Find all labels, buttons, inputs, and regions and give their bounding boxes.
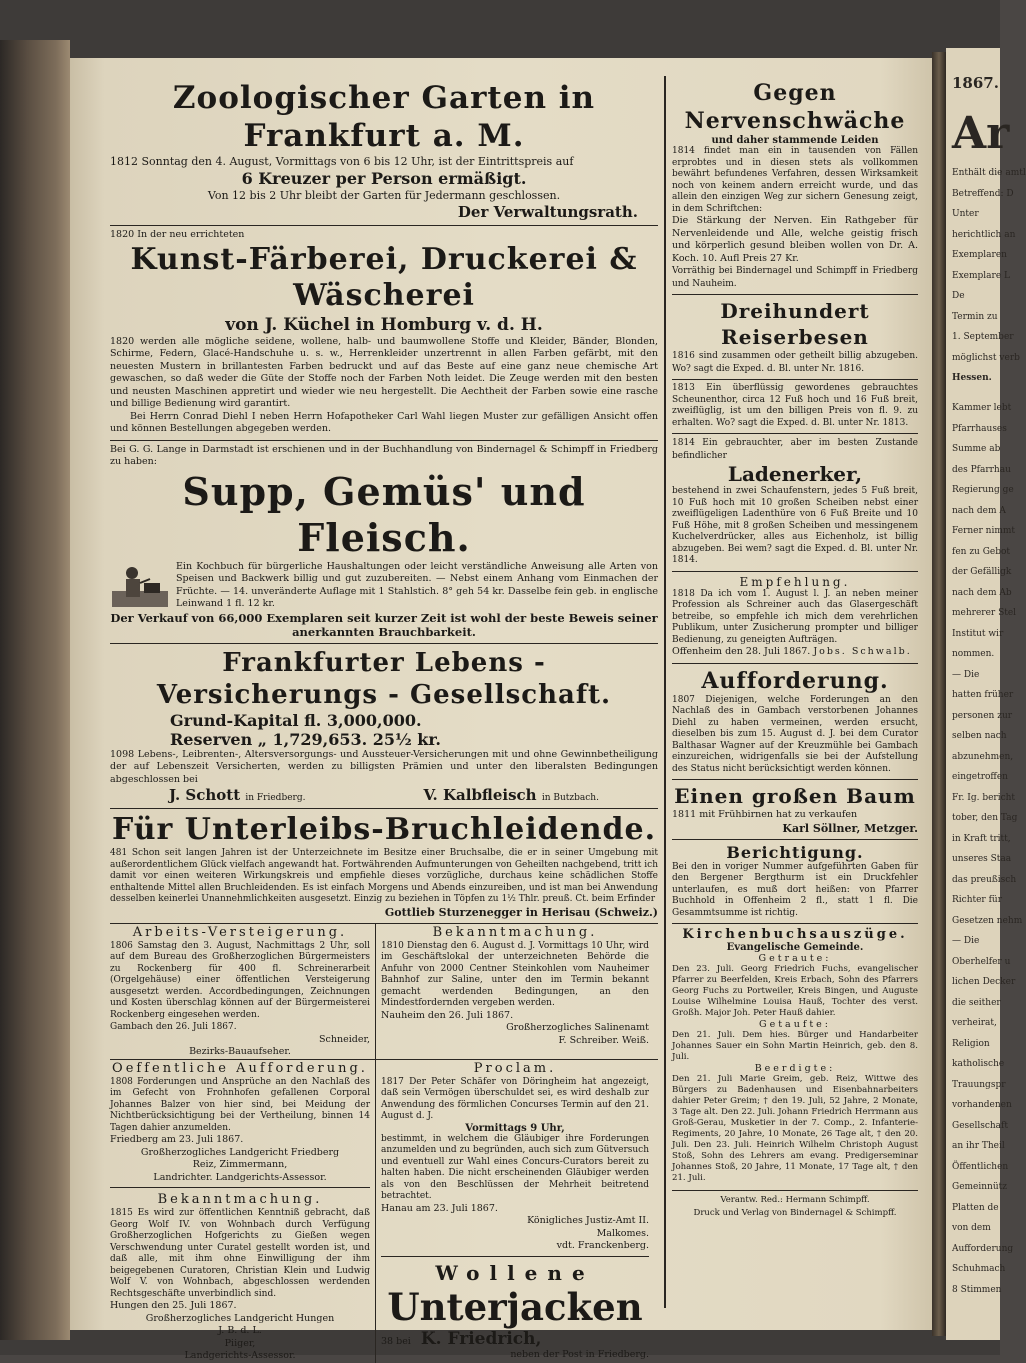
next-page-fragment: hatten früher	[952, 690, 1014, 700]
notice-title: Bekanntmachung.	[432, 924, 598, 940]
proclam-body2: bestimmt, in welchem die Gläubiger ihre Forderungen anzumelden und zu begründen, auch sich zum Gütversuch und eventuell zur Wahl eines Concurs-Curators bereit zu halten haben. Die nicht erscheinenden Gläubiger werden als von den Beschlüssen der Mehrheit beitretend betrachtet.	[381, 1133, 649, 1201]
notices-row-2	[110, 1060, 658, 1363]
next-page-fragment: Gesetzen nehm	[952, 915, 1023, 926]
nerves-stock: Vorräthig bei Bindernagel und Schimpff in Friedberg und Nauheim.	[672, 266, 918, 289]
next-page-fragment: Betreffend: D	[952, 188, 1014, 199]
next-page-fragment: Hessen.	[952, 373, 992, 383]
call-title: Aufforderung.	[701, 667, 889, 694]
born-heading: Getaufte:	[759, 1019, 831, 1030]
ad-shop-bay	[672, 434, 918, 572]
bay-title: Ladenerker,	[727, 462, 863, 486]
jackets-num: 38 bei	[381, 1335, 411, 1347]
ad-public-call	[110, 1060, 370, 1189]
notice2-title: Bekanntmachung.	[157, 1192, 323, 1207]
nerves-body: 1814 findet man ein in tausenden von Fällen erprobtes und in diesen stets als vollkommen bewährt befundenes Verfahren, dessen Wirksamkeit noch von keinem andern erreicht wurde, und das allein den einzigen Weg zur sichern Genesung zeigt, in dem Schriftchen:	[672, 146, 918, 214]
next-page-fragment: das preußisch	[952, 874, 1017, 885]
hernia-signature: Gottlieb Sturzenegger in Herisau (Schweiz.)	[384, 905, 658, 919]
ad-recommendation	[672, 572, 918, 664]
nerves-subtitle: und daher stammende Leiden	[711, 135, 879, 146]
auction-sign1: Schneider,	[319, 1033, 370, 1045]
notice2-sign2: J. B. d. L.	[218, 1325, 262, 1336]
proclam-sign2: Malkomes.	[596, 1227, 649, 1239]
ad-correction	[672, 840, 918, 925]
ad-zoo	[110, 76, 658, 226]
born-text: Den 21. Juli. Dem hies. Bürger und Handarbeiter Johannes Sauer ein Sohn Martin Heinrich, geb. den 8. Juli.	[672, 1030, 918, 1062]
next-page-fragment: Exemplaren	[952, 250, 1007, 260]
next-page-fragment: unseres Staa	[952, 854, 1012, 864]
next-page-fragment: Gesellschaft	[952, 1120, 1008, 1131]
notices-row-1	[110, 924, 658, 1060]
correction-title: Berichtigung.	[726, 842, 864, 862]
cookbook-body: Ein Kochbuch für bürgerliche Haushaltungen oder leicht verständliche Anweisung alle Arten von Speisen und Backwerk billig und gut zuzubereiten. — Nebst einem Anhang vom Einmachen der Früchte. — 14. unveränderte Auflage mit 1 Stahlstich. 8° geh 54 kr. Dasselbe fein geb. in englische Leinwand 1 fl. 12 kr.	[176, 560, 658, 609]
next-page-edge	[946, 48, 1026, 1340]
cookbook-intro: Bei G. G. Lange in Darmstadt ist erschienen und in der Buchhandlung von Bindernagel & Schimpff in Friedberg zu haben:	[110, 443, 658, 467]
next-page-fragment: personen zur	[952, 710, 1013, 721]
died-heading: Beerdigte:	[754, 1063, 836, 1074]
next-page-fragment: Institut wir	[952, 628, 1004, 639]
hernia-body: 481 Schon seit langen Jahren ist der Unterzeichnete im Besitze einer Bruchsalbe, die er in seiner Umgebung mit außerordentlichem Glück vielfach angewandt hat. Fortwährenden Aufmunterungen von Geheilten nachgebend, tritt ich damit vor einen weiteren Wirkungskreis und empfiehle dieses vorzügliche, durchaus keine schädlichen Stoffe enthaltende Mittel allen Bruchleidenden. Es ist einfach Morgens und Abends einzureiben, und ist man bei Anwendung desselben keinerlei Unannehmlichkeiten ausgesetzt. Einzig zu beziehen in Töpfen zu 1½ Thlr. preuß. Ct. beim Erfinder	[110, 848, 658, 904]
bay-body: bestehend in zwei Schaufenstern, jedes 5 Fuß breit, 10 Fuß hoch mit 10 großen Scheiben nebst einer zweiflügeligen Ladenthüre von 6 Fuß Breite und 10 Fuß Höhe, mit 8 großen Scheiben und messingenem Kuchelverdrücker, alles aus Eichenholz, ist billig abzugeben. Bei wem? sagt die Exped. d. Bl. unter Nr. 1814.	[672, 486, 918, 565]
zoo-line1: 1812 Sonntag den 4. August, Vormittags von 6 bis 12 Uhr, ist der Eintrittspreis auf	[110, 155, 574, 168]
imprint	[672, 1190, 918, 1219]
nerves-title: Gegen Nervenschwäche	[684, 80, 906, 134]
next-page-fragment: De	[952, 291, 965, 301]
ad-notice2	[110, 1188, 370, 1363]
dye-intro: 1820 In der neu errichteten	[110, 229, 245, 240]
hernia-title: Für Unterleibs-Bruchleidende.	[111, 812, 657, 847]
book-edge-left	[0, 40, 70, 1340]
next-page-fragment: die seither	[952, 997, 1001, 1008]
zoo-price: 6 Kreuzer per Person ermäßigt.	[241, 169, 527, 188]
next-page-fragment: eingetroffen	[952, 772, 1008, 782]
dye-subtitle: von J. Küchel in Homburg v. d. H.	[225, 314, 543, 335]
next-page-fragment: nommen.	[952, 649, 995, 659]
died-text: Den 21. Juli Marie Greim, geb. Reiz, Wittwe des Bürgers zu Badenhausen und Eisenbahnarbeiters dahier Peter Greim; † den 19. Juli, 52 Jahre, 2 Monate, 3 Tage alt. Den 22. Juli. Johann Friedrich Herrmann aus Groß-Gerau, Musketier in der 7. Comp., 2. Infanterie-Regiments, 20 Jahre, 10 Monate, 26 Tage alt, † den 20. Juli. Den 23. Juli. Heinrich Wilhelm Christoph August Stoß, Sohn des Lehrers am evang. Predigerseminar Johannes Stoß, 20 Jahre, 11 Monate, 17 Tage alt, † den 21. Juli.	[672, 1074, 918, 1183]
next-page-fragment: der Gefälligk	[952, 567, 1012, 577]
cook-illustration-icon	[110, 561, 170, 609]
notice-sign1: Großherzogliches Salinenamt	[506, 1022, 649, 1033]
column-divider	[664, 76, 666, 1308]
jackets-seller: K. Friedrich,	[420, 1328, 542, 1349]
recommend-place: Offenheim den 28. Juli 1867. Jobs. Schwalb.	[672, 646, 912, 657]
zoo-line2: Von 12 bis 2 Uhr bleibt der Garten für Jedermann geschlossen.	[207, 189, 561, 202]
brooms-body: 1816 sind zusammen oder getheilt billig abzugeben. Wo? sagt die Exped. d. Bl. unter Nr. 1816.	[672, 351, 918, 374]
next-page-fragment: Schuhmach	[952, 1264, 1006, 1274]
recommend-body: 1818 Da ich vom 1. August l. J. an neben meiner Profession als Schreiner auch das Glasergeschäft betreibe, so empfehle ich mich dem verehrlichen Publikum, unter Zusicherung prompter und billiger Bedienung, zu geneigten Aufträgen.	[672, 588, 918, 645]
proclam-title: Proclam.	[473, 1060, 557, 1076]
gate-body: 1813 Ein überflüssig gewordenes gebrauchtes Scheunenthor, circa 12 Fuß hoch und 16 Fuß breit, zweiflüglig, ist um den billigen Preis von fl. 9. zu erhalten. Wo? sagt die Exped. d. Bl. unter Nr. 1813.	[672, 383, 918, 428]
next-page-fragment: Unter	[952, 209, 979, 219]
jackets-title1: Wollene	[435, 1260, 595, 1285]
auction-place: Gambach den 26. Juli 1867.	[110, 1022, 237, 1032]
auction-body: 1806 Samstag den 3. August, Nachmittags 2 Uhr, soll auf dem Bureau des Großherzoglichen Bürgermeisters zu Rockenberg für 400 fl. Schreinerarbeit (Orgelgehäuse) einer öffentlichen Versteigerung ausgesetzt werden. Accordbedingungen, Zeichnungen und Kosten überschlag können auf der Bürgermeisterei Rockenberg eingesehen werden.	[110, 940, 370, 1020]
ad-nerves	[672, 76, 918, 295]
ad-notice	[376, 924, 654, 1059]
next-page-fragment: Ferner nimmt	[952, 526, 1016, 536]
auction-sign2: Bezirks-Bauaufseher.	[189, 1046, 291, 1057]
next-page-fragment: Kammer lebt	[952, 403, 1012, 413]
next-page-fragment: fen zu Gebot	[952, 546, 1011, 557]
notice2-body: 1815 Es wird zur öffentlichen Kenntniß gebracht, daß Georg Wolf IV. von Wohnbach durch Verfügung Großherzoglichen Hofgerichts zu Gießen wegen Verschwendung unter Curatel gestellt worden ist, und daß alle, mit ihm ohne Einwilligung der ihm beigegebenen Curatoren, Christian Klein und Ludwig Wolf V. von Wohnbach, abgeschlossen werdenden Rechtsgeschäfte unverbindlich sind.	[110, 1208, 370, 1299]
dye-title: Kunst-Färberei, Druckerei & Wäscherei	[130, 241, 638, 313]
next-page-fragment: verheirat,	[952, 1018, 997, 1028]
next-page-fragment: Ar	[952, 108, 1010, 159]
next-page-fragment: selben nach	[952, 731, 1007, 741]
ad-tree	[672, 780, 918, 840]
aufforderung-place: Friedberg am 23. Juli 1867.	[110, 1134, 244, 1145]
next-page-fragment: nach dem Ab	[952, 587, 1012, 598]
insurance-capital: Grund-Kapital fl. 3,000,000.	[170, 710, 422, 730]
proclam-body: 1817 Der Peter Schäfer von Döringheim hat angezeigt, daß sein Vermögen überschuldet sei, es wird deshalb zur Anwendung des förmlichen Concurses Termin auf den 21. August d. J.	[381, 1076, 649, 1121]
ad-jackets	[381, 1257, 649, 1362]
next-page-fragment: 1. September	[952, 332, 1014, 342]
next-page-fragment: Exemplare L	[952, 270, 1010, 281]
next-page-fragment: Regierung ge	[952, 485, 1014, 495]
next-page-fragment: Pfarrhauses	[952, 423, 1007, 434]
next-page-fragment: nach dem A	[952, 505, 1006, 516]
notice2-sign4: Landgerichts-Assessor.	[184, 1350, 296, 1361]
ad-hernia	[110, 809, 658, 924]
next-page-fragment: an ihr Theil	[952, 1141, 1005, 1151]
cookbook-block	[110, 561, 658, 611]
book-gutter	[932, 52, 946, 1336]
dye-note: Bei Herrn Conrad Diehl I neben Herrn Hofapotheker Carl Wahl liegen Muster zur gefälligen Ansicht offen und können Bestellungen abgegeben werden.	[110, 410, 658, 434]
jackets-address: neben der Post in Friedberg.	[510, 1348, 649, 1360]
right-subcolumn	[376, 1060, 654, 1363]
next-page-fragment: Gemeinnütz	[952, 1182, 1008, 1192]
next-page-fragment: Trauungspr	[952, 1079, 1006, 1090]
ad-proclam	[381, 1060, 649, 1257]
imprint-editor: Verantw. Red.: Hermann Schimpff.	[720, 1195, 870, 1205]
left-column	[110, 76, 658, 1363]
next-page-fragment: abzunehmen,	[952, 751, 1014, 762]
ad-call	[672, 664, 918, 781]
bay-intro: 1814 Ein gebrauchter, aber im besten Zustande befindlicher	[672, 438, 918, 461]
aufforderung-title: Oeffentliche Aufforderung.	[112, 1060, 368, 1076]
cookbook-title: Supp, Gemüs' und Fleisch.	[182, 468, 586, 560]
ad-dye-works	[110, 226, 658, 441]
proclam-sign3: vdt. Franckenberg.	[556, 1240, 649, 1251]
next-page-fragment: von dem	[952, 1223, 991, 1233]
tree-title: Einen großen Baum	[674, 784, 916, 808]
zoo-signature: Der Verwaltungsrath.	[457, 203, 638, 221]
proclam-time: Vormittags 9 Uhr,	[465, 1122, 565, 1134]
ad-cookbook	[110, 441, 658, 644]
next-page-fragment: Enthält die amtl	[952, 168, 1026, 178]
next-page-fragment: katholische	[952, 1059, 1005, 1069]
right-column	[672, 76, 918, 1223]
aufforderung-sign3: Landrichter. Landgerichts-Assessor.	[153, 1171, 327, 1183]
next-page-fragment: Oberhelfer u	[952, 956, 1011, 967]
next-page-year: 1867.	[952, 74, 999, 92]
next-page-fragment: tober, den Tag	[952, 813, 1018, 823]
church-title: Kirchenbuchsauszüge.	[682, 927, 908, 942]
aufforderung-sign2: Reiz, Zimmermann,	[192, 1159, 288, 1170]
left-subcolumn	[110, 1060, 376, 1363]
nerves-book: Die Stärkung der Nerven. Ein Rathgeber für Nervenleidende und Alle, welche geistig frisch und körperlich gesund bleiben wollen von Dr. A. Koch. 10. Aufl Preis 27 Kr.	[672, 215, 918, 264]
next-page-fragment: Religion	[952, 1038, 990, 1049]
dye-body: 1820 werden alle mögliche seidene, wollene, halb- und baumwollene Stoffe und Kleider, Bänder, Blonden, Schirme, Federn, Glacé-Handschuhe u. s. w., Herrenkleider unzertrennt in allen Farben gefärbt, mit den neuesten Mustern in brillantesten Farben bedruckt und auf das Beste auf eine ganz neue chemische Art gewaschen, so daß weder die Güte der Stoffe noch der Farben Noth leidet. Die Zeuge werden mit den besten und neusten Maschinen appretirt und wieder wie neu hergestellt. Die Aechtheit der Farben sowie eine rasche und billige Bedienung wird garantirt.	[110, 335, 658, 409]
next-page-fragment: Platten de	[952, 1202, 999, 1213]
married-heading: Getraute:	[758, 953, 832, 964]
notice-body: 1810 Dienstag den 6. August d. J. Vormittags 10 Uhr, wird im Geschäftslokal der unterzeichneten Behörde die Anfuhr von 2000 Centner Steinkohlen vom Nauheimer Bahnhof zur Saline, unter den im Termin bekannt gemacht werdenden Bedingungen, an den Mindestfordernden vergeben werden.	[381, 940, 649, 1008]
aufforderung-sign1: Großherzogliches Landgericht Friedberg	[140, 1146, 340, 1158]
church-register	[672, 924, 918, 1223]
next-page-fragment: vorhandenen	[952, 1100, 1012, 1110]
next-page-fragment: lichen Decker	[952, 977, 1016, 987]
notice2-sign3: Piiger,	[224, 1337, 256, 1349]
insurance-reserve: Reserven „ 1,729,653. 25½ kr.	[170, 729, 441, 749]
proclam-place: Hanau am 23. Juli 1867.	[381, 1202, 498, 1214]
next-page-fragment: — Die	[952, 669, 980, 680]
proclam-sign1: Königliches Justiz-Amt II.	[527, 1215, 649, 1226]
insurance-title: Frankfurter Lebens - Versicherungs - Gesellschaft.	[156, 647, 612, 710]
next-page-fragment: des Pfarrhau	[952, 464, 1011, 475]
correction-body: Bei den in voriger Nummer aufgeführten Gaben für den Bergener Bergthurm ist ein Druckfehler unterlaufen, es muß dort heißen: von Pfarrer Buchhold in Offenheim 2 fl., statt 1 fl. Die Gesammtsumme ist richtig.	[672, 861, 918, 918]
insurance-body: 1098 Lebens-, Leibrenten-, Altersversorgungs- und Aussteuer-Versicherungen mit und ohne Gewinnbetheiligung der auf Lebenszeit Versicherten, werden zu billigsten Prämien und unter den liberalsten Bedingungen abgeschlossen bei	[110, 748, 658, 785]
insurance-agents: J. Schott in Friedberg. V. Kalbfleisch in Butzbach.	[169, 786, 599, 804]
next-page-fragment: Aufforderung	[952, 1243, 1014, 1254]
next-page-fragment: — Die	[952, 936, 980, 946]
next-page-fragment: Richter für	[952, 895, 1003, 905]
next-page-fragment: Summe ab	[952, 444, 1001, 454]
next-page-fragment: Öffentlichen	[952, 1161, 1009, 1172]
next-page-fragment: möglichst verb	[952, 352, 1020, 363]
next-page-fragment: Fr. Ig. bericht	[952, 792, 1016, 803]
brooms-title: Dreihundert Reiserbesen	[720, 299, 870, 349]
jackets-title2: Unterjacken	[387, 1284, 643, 1329]
next-page-fragment: 8 Stimmen	[952, 1284, 1002, 1295]
auction-title: Arbeits-Versteigerung.	[132, 924, 348, 940]
call-body: 1807 Diejenigen, welche Forderungen an den Nachlaß des in Gambach verstorbenen Johannes Diehl zu haben vermeinen, werden ersucht, dieselben bis zum 15. August d. J. bei dem Curator Balthasar Wagner auf der Kreuzmühle bei Gambach einzureichen, widrigenfalls sie bei der Aufstellung des Status nicht berücksichtigt werden können.	[672, 694, 918, 774]
church-subtitle: Evangelische Gemeinde.	[726, 942, 864, 953]
next-page-fragment: mehrerer Stel	[952, 608, 1017, 618]
aufforderung-body: 1808 Forderungen und Ansprüche an den Nachlaß des im Gefecht von Frohnhofen gefallenen Corporal Johannes Balzer von hier sind, bei Meidung der Nichtberücksichtigung bei der Vertheilung, binnen 14 Tagen dahier anzumelden.	[110, 1076, 370, 1133]
notice2-place: Hungen den 25. Juli 1867.	[110, 1300, 237, 1311]
next-page-fragment: herichtlich an	[952, 229, 1016, 240]
next-page-fragment: Termin zu	[952, 311, 998, 322]
next-page-fragment: in Kraft tritt,	[952, 833, 1011, 844]
notice2-sign1: Großherzogliches Landgericht Hungen	[145, 1312, 335, 1324]
ad-gate	[672, 380, 918, 434]
newspaper-page	[70, 58, 932, 1361]
zoo-title: Zoologischer Garten in Frankfurt a. M.	[172, 80, 596, 154]
recommend-title: Empfehlung.	[739, 574, 851, 589]
notice-place: Nauheim den 26. Juli 1867.	[381, 1009, 514, 1021]
tree-body: 1811 mit Frühbirnen hat zu verkaufen	[672, 809, 858, 820]
cookbook-claim: Der Verkauf von 66,000 Exemplaren seit kurzer Zeit ist wohl der beste Beweis seiner anerkannten Brauchbarkeit.	[110, 610, 658, 639]
ad-brooms	[672, 295, 918, 380]
married-text: Den 23. Juli. Georg Friedrich Fuchs, evangelischer Pfarrer zu Beerfelden, Kreis Erbach, Sohn des Pfarrers Georg Fuchs zu Portweiler, Kreis Bingen, und Auguste Louise Wilhelmine Louisa Hauß, Tochter des verst. Großh. Major Joh. Peter Hauß dahier.	[672, 964, 918, 1018]
jackets-seller-row	[381, 1329, 649, 1349]
ad-auction	[110, 924, 376, 1059]
tree-sign: Karl Söllner, Metzger.	[782, 821, 918, 835]
imprint-printer: Druck und Verlag von Bindernagel & Schimpff.	[693, 1207, 897, 1218]
notice-sign2: F. Schreiber. Weiß.	[558, 1034, 649, 1046]
ad-insurance	[110, 644, 658, 810]
